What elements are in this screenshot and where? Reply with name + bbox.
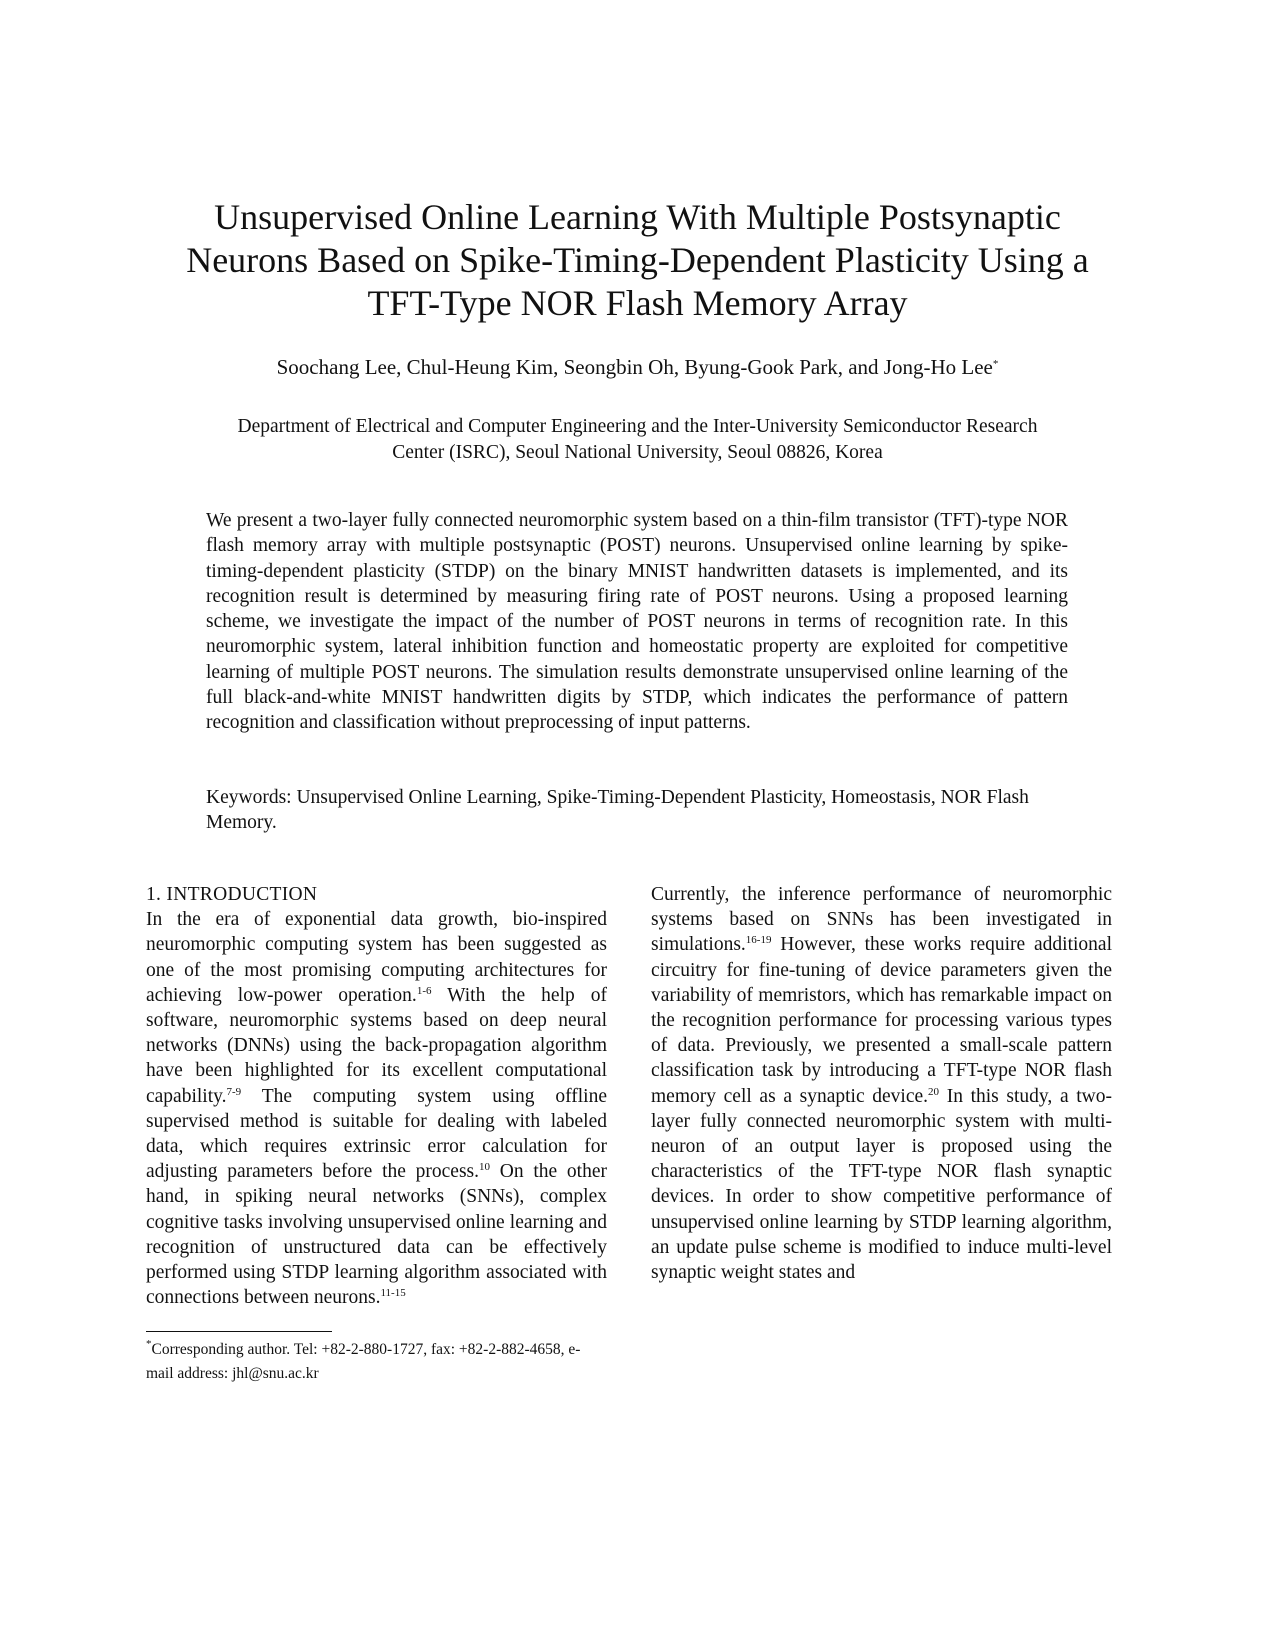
citation: 1-6 <box>416 984 432 997</box>
paper-title <box>120 196 1155 325</box>
intro-text-2: With the help of software, neuromorphic systems based on deep neural networks (DNNs) using the back-propagation algorithm have been highlighted for its excellent computational capability. <box>146 984 608 1107</box>
citation: 20 <box>928 1085 940 1098</box>
intro-text-4: On the other hand, in spiking neural networks (SNNs), complex cognitive tasks involving unsupervised online learning and recognition of unstructured data can be effectively performed using STDP learning algorithm associated with connections between neurons. <box>146 1161 607 1309</box>
citation: 16-19 <box>745 934 772 947</box>
title-line-1: Unsupervised Online Learning With Multiple Postsynaptic <box>214 197 1061 237</box>
intro-text-7: In this study, a two-layer fully connected neuromorphic system with multi-neuron of an output layer is proposed using the characteristics of the TFT-type NOR flash synaptic devices. In order to show competitive performance of unsupervised online learning by STDP learning algorithm, an update pulse scheme is modified to induce multi-level synaptic weight states and <box>651 1085 1112 1284</box>
footnote-mark: * <box>146 1338 152 1350</box>
citation: 7-9 <box>226 1085 242 1098</box>
intro-text-6: However, these works require additional circuitry for fine-tuning of device parameters given the variability of memristors, which has remarkable impact on the recognition performance for processing various types of data. Previously, we presented a small-scale pattern classification task by introducing a TFT-type NOR flash memory cell as a synaptic device. <box>651 934 1112 1107</box>
footnote-text: Corresponding author. Tel: +82-2-880-1727, fax: +82-2-882-4658, e-mail address: jhl@snu.ac.kr <box>146 1341 581 1382</box>
intro-column-right <box>651 882 1112 1285</box>
affiliation-line-1: Department of Electrical and Computer Engineering and the Inter-University Semiconductor Research <box>237 416 1038 437</box>
intro-text-1: In the era of exponential data growth, bio-inspired neuromorphic computing system has been suggested as one of the most promising computing architectures for achieving low-power operation. <box>146 909 607 1006</box>
intro-text-5: Currently, the inference performance of neuromorphic systems based on SNNs has been investigated in simulations. <box>651 884 1112 956</box>
intro-text-3: The computing system using offline supervised method is suitable for dealing with labeled data, which requires extrinsic error calculation for adjusting parameters before the process. <box>146 1085 607 1183</box>
corresponding-author-mark: * <box>992 358 999 370</box>
citation: 10 <box>479 1161 491 1174</box>
title-line-2: Neurons Based on Spike-Timing-Dependent Plasticity Using a <box>186 240 1089 280</box>
affiliation-line-2: Center (ISRC), Seoul National University, Seoul 08826, Korea <box>392 442 883 463</box>
keywords: Keywords: Unsupervised Online Learning, Spike-Timing-Dependent Plasticity, Homeostasis, NOR Flash Memory. <box>206 787 1029 834</box>
section-heading-introduction: 1. INTRODUCTION <box>146 884 318 905</box>
intro-column-left <box>146 882 607 1310</box>
affiliation <box>140 414 1135 466</box>
corresponding-author-footnote <box>146 1338 586 1386</box>
title-line-3: TFT-Type NOR Flash Memory Array <box>367 283 908 323</box>
author-names: Soochang Lee, Chul-Heung Kim, Seongbin Oh, Byung-Gook Park, and Jong-Ho Lee <box>276 355 993 379</box>
footnote-divider <box>146 1331 332 1332</box>
abstract: We present a two-layer fully connected neuromorphic system based on a thin-film transistor (TFT)-type NOR flash memory array with multiple postsynaptic (POST) neurons. Unsupervised online learning by spike-timing-dependent plasticity (STDP) on the binary MNIST handwritten datasets is implemented, and its recognition result is determined by measuring firing rate of POST neurons. Using a proposed learning scheme, we investigate the impact of the number of POST neurons in terms of recognition rate. In this neuromorphic system, lateral inhibition function and homeostatic property are exploited for competitive learning of multiple POST neurons. The simulation results demonstrate unsupervised online learning of the full black-and-white MNIST handwritten digits by STDP, which indicates the performance of pattern recognition and classification without preprocessing of input patterns. <box>206 510 1068 734</box>
author-list <box>120 354 1155 380</box>
citation: 11-15 <box>380 1287 406 1300</box>
